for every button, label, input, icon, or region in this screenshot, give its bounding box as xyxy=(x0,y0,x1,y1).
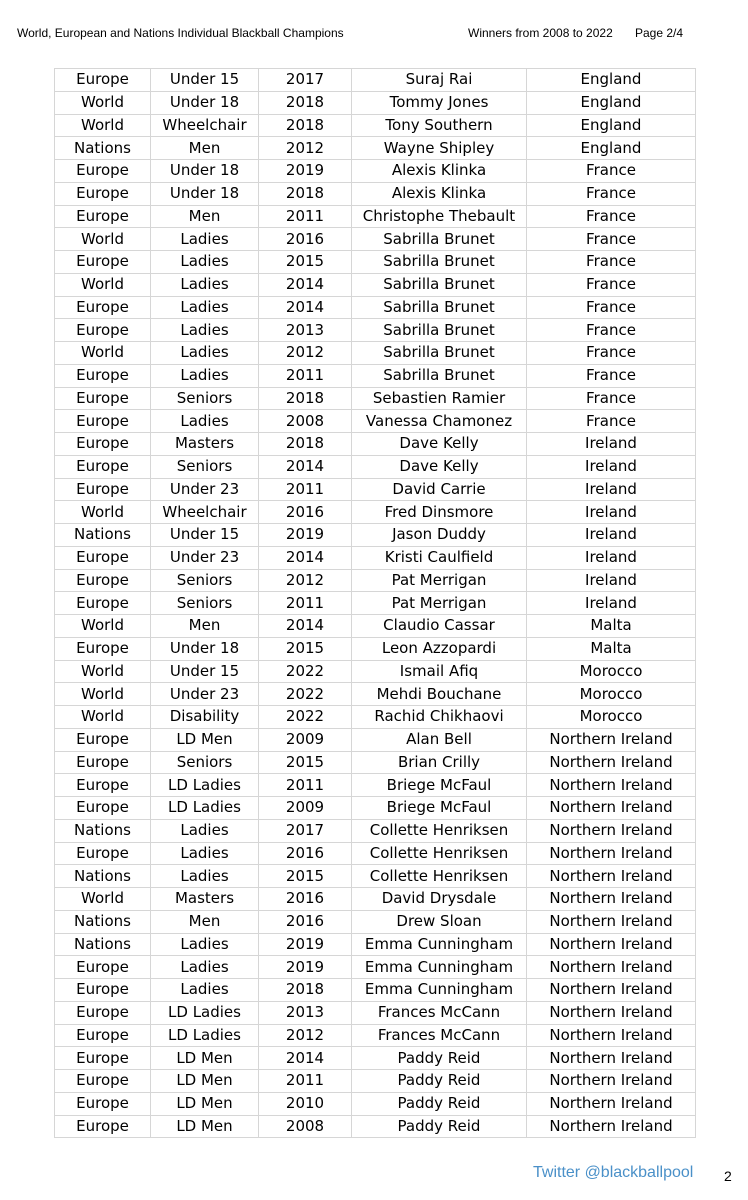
table-row xyxy=(55,1047,696,1070)
category-cell: Masters xyxy=(151,433,259,456)
event-cell: Europe xyxy=(55,433,151,456)
table-row xyxy=(55,501,696,524)
year-cell: 2008 xyxy=(259,410,352,433)
country-cell: France xyxy=(527,160,696,183)
table-row xyxy=(55,137,696,160)
category-cell: Ladies xyxy=(151,842,259,865)
player-cell: Emma Cunningham xyxy=(352,979,527,1002)
event-cell: Nations xyxy=(55,865,151,888)
player-cell: Ismail Afiq xyxy=(352,660,527,683)
player-cell: Paddy Reid xyxy=(352,1115,527,1138)
country-cell: Northern Ireland xyxy=(527,1047,696,1070)
player-cell: Sabrilla Brunet xyxy=(352,296,527,319)
player-cell: Pat Merrigan xyxy=(352,592,527,615)
year-cell: 2019 xyxy=(259,160,352,183)
player-cell: Dave Kelly xyxy=(352,433,527,456)
player-cell: Emma Cunningham xyxy=(352,956,527,979)
twitter-link[interactable]: Twitter @blackballpool xyxy=(533,1164,694,1181)
country-cell: Northern Ireland xyxy=(527,910,696,933)
category-cell: Ladies xyxy=(151,819,259,842)
category-cell: LD Men xyxy=(151,1047,259,1070)
table-row xyxy=(55,797,696,820)
category-cell: Under 23 xyxy=(151,683,259,706)
player-cell: Suraj Rai xyxy=(352,69,527,92)
event-cell: World xyxy=(55,615,151,638)
year-cell: 2016 xyxy=(259,842,352,865)
category-cell: LD Ladies xyxy=(151,1001,259,1024)
player-cell: Vanessa Chamonez xyxy=(352,410,527,433)
page-number: 2 xyxy=(724,1168,732,1184)
country-cell: Northern Ireland xyxy=(527,797,696,820)
table-row xyxy=(55,910,696,933)
event-cell: Nations xyxy=(55,933,151,956)
year-cell: 2016 xyxy=(259,501,352,524)
player-cell: Sebastien Ramier xyxy=(352,387,527,410)
category-cell: Seniors xyxy=(151,455,259,478)
country-cell: France xyxy=(527,228,696,251)
table-row xyxy=(55,1092,696,1115)
table-row xyxy=(55,751,696,774)
year-cell: 2014 xyxy=(259,546,352,569)
event-cell: World xyxy=(55,706,151,729)
year-cell: 2012 xyxy=(259,137,352,160)
country-cell: France xyxy=(527,342,696,365)
category-cell: Ladies xyxy=(151,319,259,342)
player-cell: Pat Merrigan xyxy=(352,569,527,592)
table-row xyxy=(55,228,696,251)
player-cell: Mehdi Bouchane xyxy=(352,683,527,706)
country-cell: Northern Ireland xyxy=(527,956,696,979)
year-cell: 2012 xyxy=(259,1024,352,1047)
player-cell: Paddy Reid xyxy=(352,1070,527,1093)
player-cell: Brian Crilly xyxy=(352,751,527,774)
category-cell: Ladies xyxy=(151,979,259,1002)
category-cell: Seniors xyxy=(151,387,259,410)
category-cell: Ladies xyxy=(151,296,259,319)
year-cell: 2009 xyxy=(259,797,352,820)
category-cell: Under 15 xyxy=(151,660,259,683)
event-cell: Nations xyxy=(55,524,151,547)
category-cell: Wheelchair xyxy=(151,114,259,137)
event-cell: World xyxy=(55,660,151,683)
table-row xyxy=(55,979,696,1002)
player-cell: Jason Duddy xyxy=(352,524,527,547)
country-cell: Northern Ireland xyxy=(527,1115,696,1138)
event-cell: Europe xyxy=(55,1024,151,1047)
country-cell: France xyxy=(527,251,696,274)
player-cell: Collette Henriksen xyxy=(352,842,527,865)
player-cell: Collette Henriksen xyxy=(352,819,527,842)
year-cell: 2018 xyxy=(259,979,352,1002)
category-cell: Under 15 xyxy=(151,524,259,547)
year-cell: 2010 xyxy=(259,1092,352,1115)
table-row xyxy=(55,455,696,478)
category-cell: Under 18 xyxy=(151,91,259,114)
country-cell: Northern Ireland xyxy=(527,888,696,911)
event-cell: Europe xyxy=(55,569,151,592)
category-cell: Men xyxy=(151,205,259,228)
champions-table-body xyxy=(55,69,696,1138)
event-cell: Nations xyxy=(55,137,151,160)
table-row xyxy=(55,273,696,296)
event-cell: Europe xyxy=(55,842,151,865)
event-cell: Europe xyxy=(55,364,151,387)
year-cell: 2018 xyxy=(259,387,352,410)
table-row xyxy=(55,956,696,979)
player-cell: Briege McFaul xyxy=(352,774,527,797)
category-cell: LD Men xyxy=(151,728,259,751)
table-row xyxy=(55,478,696,501)
table-row xyxy=(55,160,696,183)
table-row xyxy=(55,524,696,547)
table-row xyxy=(55,387,696,410)
country-cell: France xyxy=(527,296,696,319)
player-cell: Emma Cunningham xyxy=(352,933,527,956)
country-cell: Northern Ireland xyxy=(527,979,696,1002)
category-cell: Under 18 xyxy=(151,637,259,660)
table-row xyxy=(55,1001,696,1024)
country-cell: Malta xyxy=(527,637,696,660)
table-row xyxy=(55,342,696,365)
country-cell: Northern Ireland xyxy=(527,774,696,797)
player-cell: Kristi Caulfield xyxy=(352,546,527,569)
event-cell: Europe xyxy=(55,546,151,569)
table-row xyxy=(55,637,696,660)
country-cell: France xyxy=(527,205,696,228)
table-row xyxy=(55,69,696,92)
category-cell: Under 18 xyxy=(151,160,259,183)
year-cell: 2008 xyxy=(259,1115,352,1138)
country-cell: Northern Ireland xyxy=(527,1001,696,1024)
year-cell: 2014 xyxy=(259,455,352,478)
event-cell: World xyxy=(55,501,151,524)
player-cell: David Carrie xyxy=(352,478,527,501)
year-cell: 2019 xyxy=(259,933,352,956)
category-cell: LD Ladies xyxy=(151,774,259,797)
country-cell: Northern Ireland xyxy=(527,751,696,774)
player-cell: Sabrilla Brunet xyxy=(352,364,527,387)
country-cell: Northern Ireland xyxy=(527,1024,696,1047)
player-cell: Alexis Klinka xyxy=(352,182,527,205)
player-cell: Wayne Shipley xyxy=(352,137,527,160)
event-cell: Europe xyxy=(55,1001,151,1024)
category-cell: Seniors xyxy=(151,569,259,592)
event-cell: Europe xyxy=(55,251,151,274)
category-cell: Ladies xyxy=(151,228,259,251)
event-cell: Europe xyxy=(55,956,151,979)
year-cell: 2013 xyxy=(259,1001,352,1024)
event-cell: World xyxy=(55,888,151,911)
country-cell: Northern Ireland xyxy=(527,728,696,751)
table-row xyxy=(55,296,696,319)
table-row xyxy=(55,774,696,797)
year-cell: 2011 xyxy=(259,774,352,797)
player-cell: Sabrilla Brunet xyxy=(352,319,527,342)
table-row xyxy=(55,251,696,274)
year-cell: 2011 xyxy=(259,364,352,387)
page-header xyxy=(17,26,728,44)
year-cell: 2015 xyxy=(259,251,352,274)
category-cell: Men xyxy=(151,137,259,160)
player-cell: Alan Bell xyxy=(352,728,527,751)
country-cell: France xyxy=(527,182,696,205)
player-cell: Paddy Reid xyxy=(352,1047,527,1070)
event-cell: Europe xyxy=(55,319,151,342)
table-row xyxy=(55,683,696,706)
country-cell: Northern Ireland xyxy=(527,865,696,888)
category-cell: Ladies xyxy=(151,933,259,956)
table-row xyxy=(55,888,696,911)
table-row xyxy=(55,569,696,592)
table-row xyxy=(55,728,696,751)
country-cell: England xyxy=(527,114,696,137)
table-row xyxy=(55,1070,696,1093)
champions-table xyxy=(54,68,696,1138)
country-cell: Malta xyxy=(527,615,696,638)
category-cell: Ladies xyxy=(151,342,259,365)
country-cell: France xyxy=(527,273,696,296)
category-cell: LD Men xyxy=(151,1092,259,1115)
year-cell: 2016 xyxy=(259,228,352,251)
player-cell: Tommy Jones xyxy=(352,91,527,114)
year-cell: 2014 xyxy=(259,296,352,319)
country-cell: Northern Ireland xyxy=(527,933,696,956)
category-cell: Ladies xyxy=(151,865,259,888)
category-cell: LD Ladies xyxy=(151,797,259,820)
player-cell: Frances McCann xyxy=(352,1024,527,1047)
country-cell: Northern Ireland xyxy=(527,1070,696,1093)
table-row xyxy=(55,364,696,387)
event-cell: Europe xyxy=(55,182,151,205)
player-cell: Rachid Chikhaovi xyxy=(352,706,527,729)
category-cell: LD Ladies xyxy=(151,1024,259,1047)
year-cell: 2017 xyxy=(259,819,352,842)
year-cell: 2022 xyxy=(259,660,352,683)
year-cell: 2011 xyxy=(259,1070,352,1093)
category-cell: Masters xyxy=(151,888,259,911)
table-row xyxy=(55,205,696,228)
country-cell: England xyxy=(527,91,696,114)
year-cell: 2019 xyxy=(259,524,352,547)
year-cell: 2011 xyxy=(259,592,352,615)
country-cell: Morocco xyxy=(527,660,696,683)
table-row xyxy=(55,182,696,205)
category-cell: Men xyxy=(151,910,259,933)
table-row xyxy=(55,865,696,888)
table-row xyxy=(55,592,696,615)
event-cell: World xyxy=(55,114,151,137)
event-cell: Nations xyxy=(55,910,151,933)
year-cell: 2011 xyxy=(259,205,352,228)
event-cell: World xyxy=(55,228,151,251)
country-cell: England xyxy=(527,137,696,160)
year-cell: 2014 xyxy=(259,1047,352,1070)
year-cell: 2013 xyxy=(259,319,352,342)
table-row xyxy=(55,1024,696,1047)
country-cell: Morocco xyxy=(527,706,696,729)
category-cell: LD Men xyxy=(151,1115,259,1138)
event-cell: Europe xyxy=(55,774,151,797)
year-cell: 2015 xyxy=(259,751,352,774)
category-cell: Under 23 xyxy=(151,478,259,501)
event-cell: Europe xyxy=(55,410,151,433)
country-cell: France xyxy=(527,319,696,342)
year-cell: 2016 xyxy=(259,910,352,933)
country-cell: Ireland xyxy=(527,569,696,592)
event-cell: Europe xyxy=(55,728,151,751)
category-cell: Seniors xyxy=(151,751,259,774)
event-cell: Europe xyxy=(55,979,151,1002)
country-cell: Morocco xyxy=(527,683,696,706)
category-cell: Seniors xyxy=(151,592,259,615)
table-row xyxy=(55,410,696,433)
year-cell: 2022 xyxy=(259,706,352,729)
table-row xyxy=(55,819,696,842)
player-cell: Sabrilla Brunet xyxy=(352,273,527,296)
player-cell: Fred Dinsmore xyxy=(352,501,527,524)
table-row xyxy=(55,1115,696,1138)
country-cell: France xyxy=(527,364,696,387)
table-row xyxy=(55,933,696,956)
player-cell: Paddy Reid xyxy=(352,1092,527,1115)
country-cell: Ireland xyxy=(527,524,696,547)
category-cell: Ladies xyxy=(151,956,259,979)
table-row xyxy=(55,842,696,865)
player-cell: Sabrilla Brunet xyxy=(352,228,527,251)
year-cell: 2018 xyxy=(259,433,352,456)
year-cell: 2018 xyxy=(259,91,352,114)
event-cell: Europe xyxy=(55,637,151,660)
year-cell: 2011 xyxy=(259,478,352,501)
table-row xyxy=(55,706,696,729)
year-cell: 2016 xyxy=(259,888,352,911)
table-row xyxy=(55,91,696,114)
country-cell: Northern Ireland xyxy=(527,1092,696,1115)
event-cell: Europe xyxy=(55,1070,151,1093)
event-cell: Europe xyxy=(55,751,151,774)
table-row xyxy=(55,546,696,569)
country-cell: France xyxy=(527,387,696,410)
category-cell: Under 15 xyxy=(151,69,259,92)
event-cell: World xyxy=(55,683,151,706)
player-cell: Leon Azzopardi xyxy=(352,637,527,660)
event-cell: World xyxy=(55,342,151,365)
player-cell: Briege McFaul xyxy=(352,797,527,820)
page-indicator: Page 2/4 xyxy=(635,26,684,40)
player-cell: Claudio Cassar xyxy=(352,615,527,638)
player-cell: Dave Kelly xyxy=(352,455,527,478)
category-cell: Men xyxy=(151,615,259,638)
player-cell: Tony Southern xyxy=(352,114,527,137)
category-cell: Under 18 xyxy=(151,182,259,205)
category-cell: Ladies xyxy=(151,410,259,433)
event-cell: Europe xyxy=(55,1092,151,1115)
event-cell: Europe xyxy=(55,387,151,410)
player-cell: Christophe Thebault xyxy=(352,205,527,228)
player-cell: Drew Sloan xyxy=(352,910,527,933)
category-cell: Ladies xyxy=(151,364,259,387)
table-row xyxy=(55,615,696,638)
year-cell: 2014 xyxy=(259,615,352,638)
event-cell: Europe xyxy=(55,205,151,228)
table-row xyxy=(55,114,696,137)
country-cell: Ireland xyxy=(527,592,696,615)
year-cell: 2019 xyxy=(259,956,352,979)
event-cell: Europe xyxy=(55,1047,151,1070)
category-cell: Disability xyxy=(151,706,259,729)
player-cell: Alexis Klinka xyxy=(352,160,527,183)
event-cell: Nations xyxy=(55,819,151,842)
event-cell: Europe xyxy=(55,296,151,319)
event-cell: Europe xyxy=(55,455,151,478)
category-cell: Ladies xyxy=(151,273,259,296)
event-cell: Europe xyxy=(55,592,151,615)
year-cell: 2018 xyxy=(259,114,352,137)
table-row xyxy=(55,433,696,456)
player-cell: Collette Henriksen xyxy=(352,865,527,888)
event-cell: World xyxy=(55,273,151,296)
player-cell: Frances McCann xyxy=(352,1001,527,1024)
year-cell: 2014 xyxy=(259,273,352,296)
event-cell: Europe xyxy=(55,797,151,820)
year-cell: 2022 xyxy=(259,683,352,706)
year-cell: 2017 xyxy=(259,69,352,92)
event-cell: World xyxy=(55,91,151,114)
year-cell: 2012 xyxy=(259,569,352,592)
country-cell: France xyxy=(527,410,696,433)
country-cell: Northern Ireland xyxy=(527,842,696,865)
year-cell: 2018 xyxy=(259,182,352,205)
category-cell: Under 23 xyxy=(151,546,259,569)
country-cell: England xyxy=(527,69,696,92)
country-cell: Ireland xyxy=(527,546,696,569)
country-cell: Ireland xyxy=(527,455,696,478)
country-cell: Northern Ireland xyxy=(527,819,696,842)
player-cell: David Drysdale xyxy=(352,888,527,911)
event-cell: Europe xyxy=(55,478,151,501)
year-cell: 2012 xyxy=(259,342,352,365)
table-row xyxy=(55,660,696,683)
event-cell: Europe xyxy=(55,69,151,92)
year-cell: 2015 xyxy=(259,865,352,888)
category-cell: Wheelchair xyxy=(151,501,259,524)
event-cell: Europe xyxy=(55,160,151,183)
category-cell: LD Men xyxy=(151,1070,259,1093)
event-cell: Europe xyxy=(55,1115,151,1138)
country-cell: Ireland xyxy=(527,433,696,456)
player-cell: Sabrilla Brunet xyxy=(352,342,527,365)
country-cell: Ireland xyxy=(527,478,696,501)
year-cell: 2015 xyxy=(259,637,352,660)
country-cell: Ireland xyxy=(527,501,696,524)
category-cell: Ladies xyxy=(151,251,259,274)
date-range: Winners from 2008 to 2022 xyxy=(468,26,613,40)
document-title: World, European and Nations Individual Blackball Champions xyxy=(17,26,344,40)
player-cell: Sabrilla Brunet xyxy=(352,251,527,274)
table-row xyxy=(55,319,696,342)
year-cell: 2009 xyxy=(259,728,352,751)
